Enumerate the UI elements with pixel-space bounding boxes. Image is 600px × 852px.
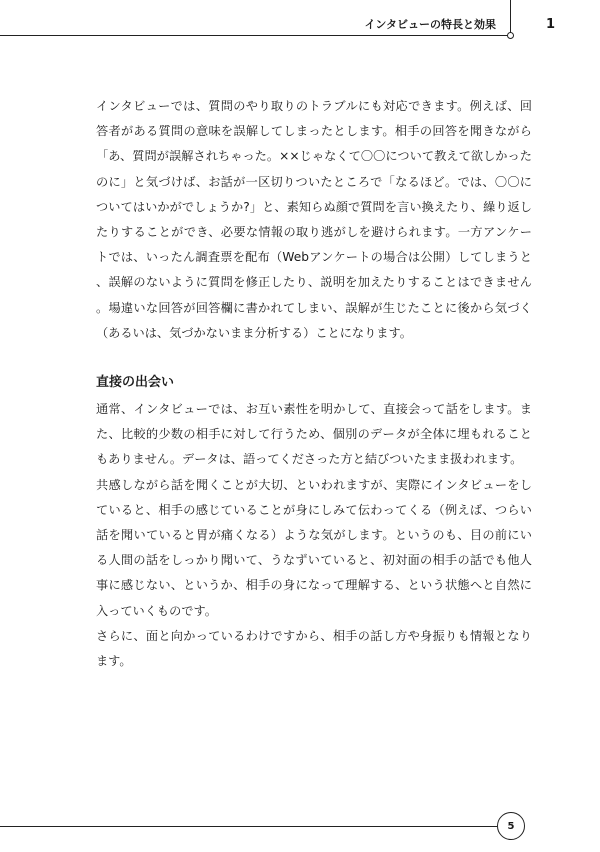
body-paragraph: 通常、インタビューでは、お互い素性を明かして、直接会って話をします。また、比較的少数の相手に対して行うため、個別のデータが全体に埋もれることもありません。データは、語ってくださった方と結びついたまま扱われます。 (96, 402, 532, 467)
header-ornament (507, 32, 514, 39)
body-paragraph: 共感しながら話を聞くことが大切、といわれますが、実際にインタビューをしていると、相手の感じていることが身にしみて伝わってくる（例えば、つらい話を聞いていると胃が痛くなる）ような気がします。というのも、目の前にいる人間の話をしっかり聞いて、うなずいていると、初対面の相手の話でも他人事に感じない、というか、相手の身になって理解する、という状態へと自然に入っていくものです。 (96, 477, 532, 618)
footer-rule (0, 826, 497, 827)
running-title: インタビューの特長と効果 (364, 18, 496, 31)
page-body (96, 94, 532, 674)
body-paragraph: インタビューでは、質問のやり取りのトラブルにも対応できます。例えば、回答者がある質問の意味を誤解してしまったとします。相手の回答を聞きながら「あ、質問が誤解されちゃった。××じゃなくて〇〇について教えて欲しかったのに」と気づけば、お話が一区切りついたところで「なるほど。では、〇〇についてはいかがでしょうか?」と、素知らぬ顔で質問を言い換えたり、繰り返したりすることができ、必要な情報の取り逃がしを避けられます。一方アンケートでは、いったん調査票を配布（Webアンケートの場合は公開）してしまうと、誤解のないように質問を修正したり、説明を加えたりすることはできません。場違いな回答が回答欄に書かれてしまい、誤解が生じたことに後から気づく（あるいは、気づかないまま分析する）ことになります。 (96, 99, 532, 340)
header-divider (510, 0, 511, 36)
page-number: 5 (497, 812, 525, 840)
body-paragraph: さらに、面と向かっているわけですから、相手の話し方や身振りも情報となります。 (96, 628, 532, 669)
section-heading: 直接の出会い (96, 375, 175, 391)
chapter-number: 1 (546, 17, 556, 32)
header-rule (0, 35, 510, 36)
